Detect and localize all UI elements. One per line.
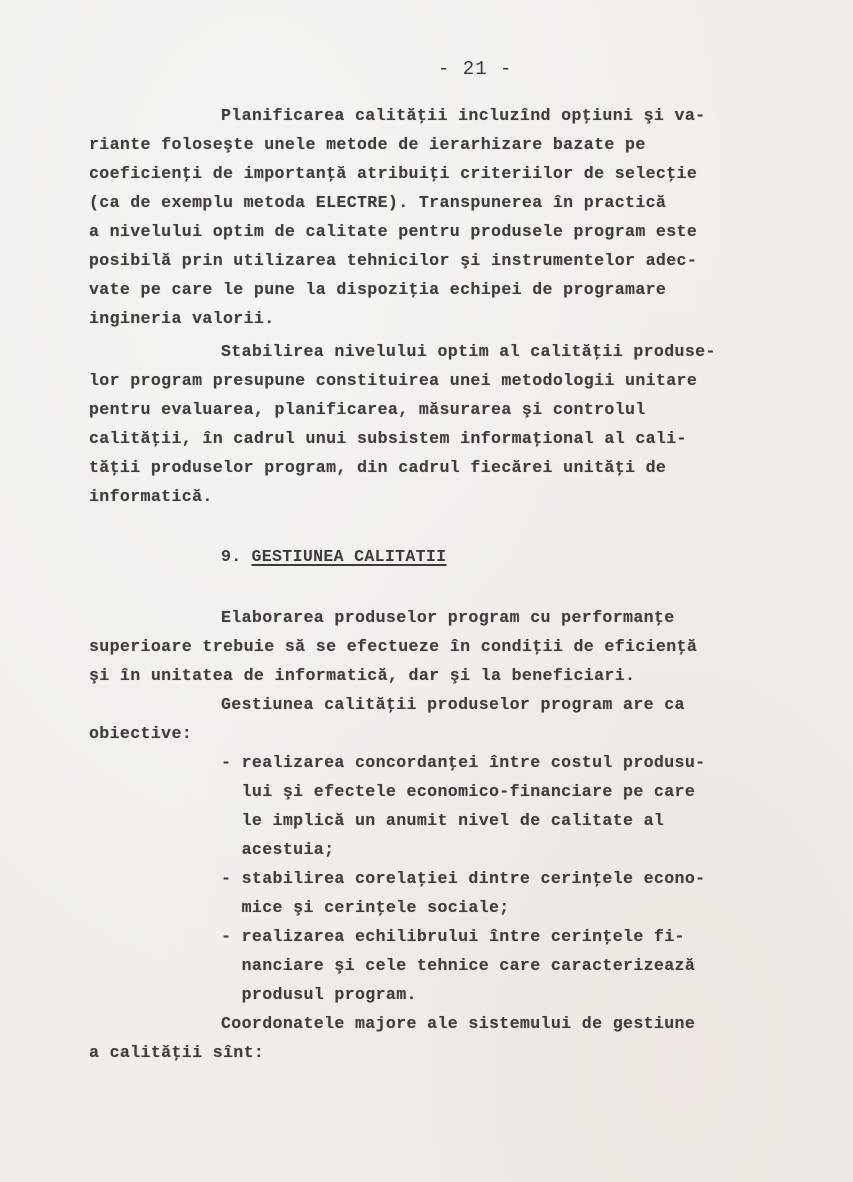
objective-3-line-3: produsul program. — [221, 985, 417, 1004]
section-heading — [221, 547, 446, 571]
paragraph-1-line-7: vate pe care le pune la dispoziţia echipei de programare — [89, 280, 667, 299]
paragraph-2-line-3: pentru evaluarea, planificarea, măsurarea şi controlul — [89, 400, 646, 419]
page-number: - 21 - — [438, 58, 513, 80]
objective-1-line-1: - realizarea concordanţei între costul produsu- — [221, 753, 706, 772]
objective-1-line-2: lui şi efectele economico-financiare pe care — [221, 782, 696, 801]
paragraph-2-line-2: lor program presupune constituirea unei metodologii unitare — [89, 371, 698, 390]
paragraph-1-line-5: a nivelului optim de calitate pentru produsele program este — [89, 222, 698, 241]
section-paragraph-2-line-1: Gestiunea calităţii produselor program are ca — [221, 695, 685, 714]
paragraph-1-line-2: riante foloseşte unele metode de ierarhizare bazate pe — [89, 135, 646, 154]
objective-3-line-2: nanciare şi cele tehnice care caracterizează — [221, 956, 696, 975]
section-title: GESTIUNEA CALITATII — [251, 547, 447, 566]
paragraph-1-line-1: Planificarea calităţii incluzînd opţiuni şi va- — [221, 106, 706, 125]
closing-line-2: a calităţii sînt: — [89, 1043, 265, 1062]
paragraph-1-line-4: (ca de exemplu metoda ELECTRE). Transpunerea în practică — [89, 193, 667, 212]
paragraph-2-line-4: calităţii, în cadrul unui subsistem informaţional al cali- — [89, 429, 687, 448]
objective-2-line-2: mice şi cerinţele sociale; — [221, 898, 510, 917]
paragraph-2-line-6: informatică. — [89, 487, 213, 506]
section-paragraph-1-line-2: superioare trebuie să se efectueze în condiţii de eficienţă — [89, 637, 698, 656]
section-paragraph-1-line-3: şi în unitatea de informatică, dar şi la beneficiari. — [89, 666, 636, 685]
objective-1-line-4: acestuia; — [221, 840, 335, 859]
paragraph-1-line-8: ingineria valorii. — [89, 309, 275, 328]
objective-3-line-1: - realizarea echilibrului între cerinţele fi- — [221, 927, 685, 946]
section-number: 9. — [221, 547, 242, 566]
paragraph-2-line-1: Stabilirea nivelului optim al calităţii produse- — [221, 342, 716, 361]
closing-line-1: Coordonatele majore ale sistemului de gestiune — [221, 1014, 696, 1033]
paragraph-2-line-5: tăţii produselor program, din cadrul fiecărei unităţi de — [89, 458, 667, 477]
paragraph-1-line-3: coeficienţi de importanţă atribuiţi criteriilor de selecţie — [89, 164, 698, 183]
objective-1-line-3: le implică un anumit nivel de calitate al — [221, 811, 665, 830]
objective-2-line-1: - stabilirea corelaţiei dintre cerinţele econo- — [221, 869, 706, 888]
paragraph-1-line-6: posibilă prin utilizarea tehnicilor şi instrumentelor adec- — [89, 251, 698, 270]
section-paragraph-1-line-1: Elaborarea produselor program cu performanţe — [221, 608, 675, 627]
section-paragraph-2-line-2: obiective: — [89, 724, 193, 743]
